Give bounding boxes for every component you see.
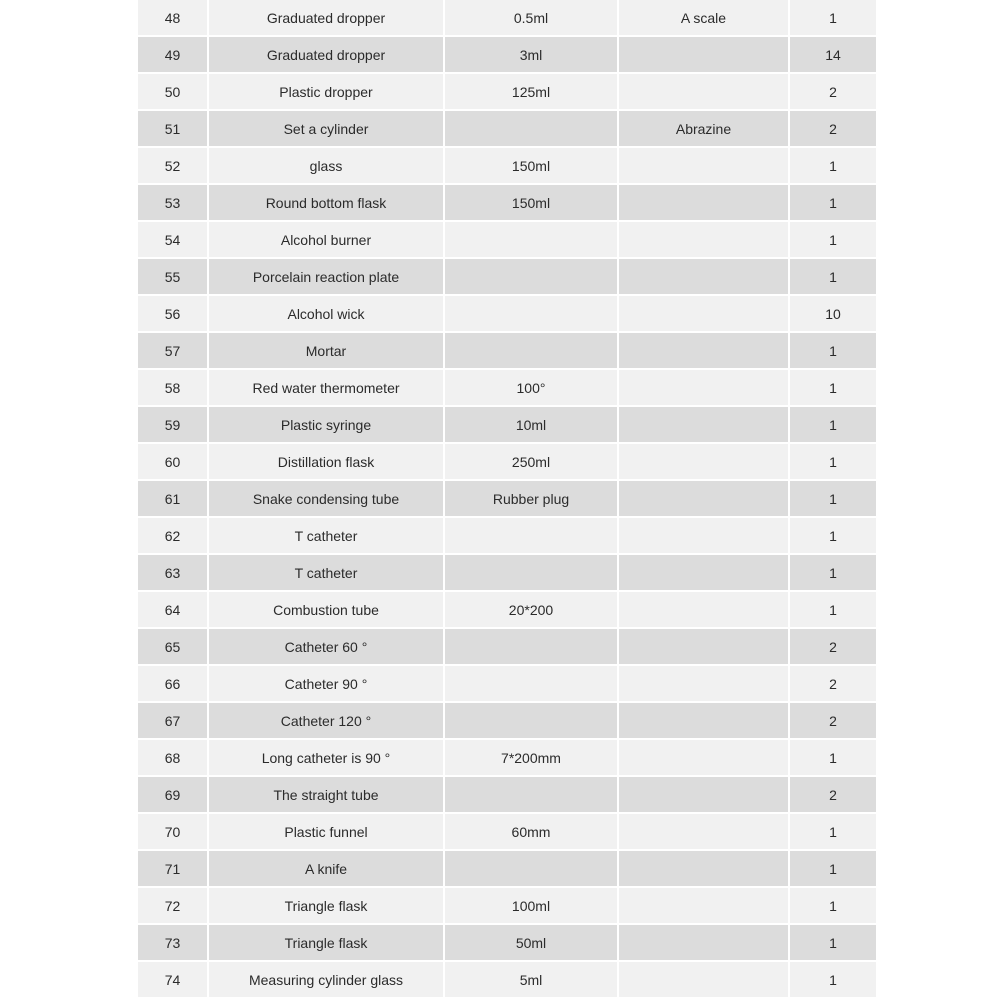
item-quantity-cell: 1 [790, 148, 876, 183]
item-quantity-cell: 1 [790, 518, 876, 553]
item-number-cell: 59 [138, 407, 209, 442]
item-quantity-cell: 1 [790, 592, 876, 627]
item-quantity-cell: 1 [790, 407, 876, 442]
table-row [138, 296, 876, 333]
item-number-cell: 74 [138, 962, 209, 997]
item-quantity-cell: 1 [790, 185, 876, 220]
item-quantity-cell: 1 [790, 222, 876, 257]
item-name-cell: Distillation flask [209, 444, 445, 479]
item-quantity-cell: 1 [790, 925, 876, 960]
item-quantity-cell: 1 [790, 333, 876, 368]
item-quantity-cell: 1 [790, 0, 876, 35]
item-number-cell: 72 [138, 888, 209, 923]
table-row [138, 444, 876, 481]
item-number-cell: 52 [138, 148, 209, 183]
item-name-cell: Triangle flask [209, 925, 445, 960]
item-number-cell: 61 [138, 481, 209, 516]
item-spec-cell: 50ml [445, 925, 619, 960]
table-row [138, 74, 876, 111]
table-row [138, 777, 876, 814]
item-name-cell: Plastic syringe [209, 407, 445, 442]
item-quantity-cell: 1 [790, 740, 876, 775]
item-note-cell [619, 814, 790, 849]
item-note-cell [619, 518, 790, 553]
item-quantity-cell: 1 [790, 888, 876, 923]
item-name-cell: Triangle flask [209, 888, 445, 923]
item-name-cell: Measuring cylinder glass [209, 962, 445, 997]
item-spec-cell: 3ml [445, 37, 619, 72]
item-note-cell [619, 296, 790, 331]
table-row [138, 962, 876, 999]
item-spec-cell: Rubber plug [445, 481, 619, 516]
table-row [138, 222, 876, 259]
item-number-cell: 49 [138, 37, 209, 72]
item-number-cell: 62 [138, 518, 209, 553]
item-name-cell: Snake condensing tube [209, 481, 445, 516]
table-row [138, 333, 876, 370]
item-quantity-cell: 1 [790, 962, 876, 997]
item-note-cell [619, 407, 790, 442]
item-quantity-cell: 2 [790, 629, 876, 664]
table-row [138, 518, 876, 555]
item-name-cell: Combustion tube [209, 592, 445, 627]
table-row [138, 851, 876, 888]
item-note-cell: Abrazine [619, 111, 790, 146]
item-number-cell: 50 [138, 74, 209, 109]
item-spec-cell: 10ml [445, 407, 619, 442]
item-number-cell: 57 [138, 333, 209, 368]
item-note-cell [619, 740, 790, 775]
item-spec-cell [445, 666, 619, 701]
item-quantity-cell: 2 [790, 74, 876, 109]
item-name-cell: The straight tube [209, 777, 445, 812]
item-note-cell [619, 851, 790, 886]
item-number-cell: 69 [138, 777, 209, 812]
item-name-cell: Red water thermometer [209, 370, 445, 405]
item-quantity-cell: 1 [790, 444, 876, 479]
item-name-cell: Porcelain reaction plate [209, 259, 445, 294]
item-spec-cell: 250ml [445, 444, 619, 479]
table-row [138, 592, 876, 629]
item-note-cell [619, 777, 790, 812]
item-note-cell [619, 629, 790, 664]
table-row [138, 0, 876, 37]
item-note-cell [619, 148, 790, 183]
table-row [138, 37, 876, 74]
item-quantity-cell: 1 [790, 481, 876, 516]
item-name-cell: Catheter 60 ° [209, 629, 445, 664]
item-spec-cell [445, 333, 619, 368]
item-name-cell: Plastic dropper [209, 74, 445, 109]
item-note-cell [619, 74, 790, 109]
table-row [138, 703, 876, 740]
item-spec-cell: 5ml [445, 962, 619, 997]
item-name-cell: Round bottom flask [209, 185, 445, 220]
item-quantity-cell: 2 [790, 666, 876, 701]
item-spec-cell: 0.5ml [445, 0, 619, 35]
table-row [138, 259, 876, 296]
item-note-cell [619, 703, 790, 738]
item-spec-cell: 100ml [445, 888, 619, 923]
item-spec-cell [445, 777, 619, 812]
item-quantity-cell: 10 [790, 296, 876, 331]
table-row [138, 148, 876, 185]
item-number-cell: 54 [138, 222, 209, 257]
item-number-cell: 65 [138, 629, 209, 664]
item-name-cell: Graduated dropper [209, 0, 445, 35]
item-name-cell: Plastic funnel [209, 814, 445, 849]
item-name-cell: Long catheter is 90 ° [209, 740, 445, 775]
item-note-cell [619, 481, 790, 516]
item-note-cell [619, 592, 790, 627]
item-spec-cell: 7*200mm [445, 740, 619, 775]
item-note-cell [619, 444, 790, 479]
item-quantity-cell: 14 [790, 37, 876, 72]
item-name-cell: Set a cylinder [209, 111, 445, 146]
item-number-cell: 51 [138, 111, 209, 146]
item-quantity-cell: 2 [790, 111, 876, 146]
item-note-cell [619, 666, 790, 701]
item-name-cell: A knife [209, 851, 445, 886]
item-name-cell: Alcohol wick [209, 296, 445, 331]
item-note-cell [619, 888, 790, 923]
item-spec-cell [445, 629, 619, 664]
item-note-cell [619, 259, 790, 294]
item-number-cell: 60 [138, 444, 209, 479]
item-spec-cell [445, 518, 619, 553]
item-name-cell: T catheter [209, 555, 445, 590]
item-spec-cell [445, 851, 619, 886]
item-spec-cell: 60mm [445, 814, 619, 849]
item-number-cell: 73 [138, 925, 209, 960]
item-spec-cell [445, 259, 619, 294]
table-row [138, 740, 876, 777]
item-spec-cell: 150ml [445, 148, 619, 183]
table-row [138, 481, 876, 518]
table-row [138, 370, 876, 407]
item-name-cell: Alcohol burner [209, 222, 445, 257]
item-number-cell: 67 [138, 703, 209, 738]
item-note-cell [619, 333, 790, 368]
item-spec-cell [445, 296, 619, 331]
item-spec-cell: 150ml [445, 185, 619, 220]
item-number-cell: 66 [138, 666, 209, 701]
table-row [138, 666, 876, 703]
item-spec-cell [445, 555, 619, 590]
table-row [138, 555, 876, 592]
item-quantity-cell: 1 [790, 814, 876, 849]
item-quantity-cell: 1 [790, 370, 876, 405]
item-note-cell: A scale [619, 0, 790, 35]
item-note-cell [619, 37, 790, 72]
table-row [138, 111, 876, 148]
item-name-cell: Mortar [209, 333, 445, 368]
item-quantity-cell: 2 [790, 777, 876, 812]
item-number-cell: 58 [138, 370, 209, 405]
item-spec-cell: 100° [445, 370, 619, 405]
item-note-cell [619, 222, 790, 257]
item-number-cell: 71 [138, 851, 209, 886]
table-row [138, 629, 876, 666]
item-spec-cell [445, 703, 619, 738]
item-quantity-cell: 1 [790, 851, 876, 886]
table-row [138, 407, 876, 444]
table-row [138, 185, 876, 222]
item-number-cell: 64 [138, 592, 209, 627]
equipment-table [138, 0, 876, 1000]
item-note-cell [619, 185, 790, 220]
item-name-cell: Catheter 90 ° [209, 666, 445, 701]
item-name-cell: Graduated dropper [209, 37, 445, 72]
item-note-cell [619, 962, 790, 997]
item-number-cell: 68 [138, 740, 209, 775]
item-number-cell: 55 [138, 259, 209, 294]
item-spec-cell [445, 111, 619, 146]
item-quantity-cell: 1 [790, 259, 876, 294]
table-row [138, 925, 876, 962]
item-number-cell: 56 [138, 296, 209, 331]
table-row [138, 888, 876, 925]
item-name-cell: glass [209, 148, 445, 183]
item-number-cell: 48 [138, 0, 209, 35]
item-number-cell: 70 [138, 814, 209, 849]
item-spec-cell: 20*200 [445, 592, 619, 627]
item-spec-cell: 125ml [445, 74, 619, 109]
item-name-cell: Catheter 120 ° [209, 703, 445, 738]
item-quantity-cell: 2 [790, 703, 876, 738]
item-note-cell [619, 370, 790, 405]
item-spec-cell [445, 222, 619, 257]
item-note-cell [619, 925, 790, 960]
item-note-cell [619, 555, 790, 590]
item-name-cell: T catheter [209, 518, 445, 553]
item-number-cell: 63 [138, 555, 209, 590]
table-row [138, 814, 876, 851]
item-number-cell: 53 [138, 185, 209, 220]
item-quantity-cell: 1 [790, 555, 876, 590]
